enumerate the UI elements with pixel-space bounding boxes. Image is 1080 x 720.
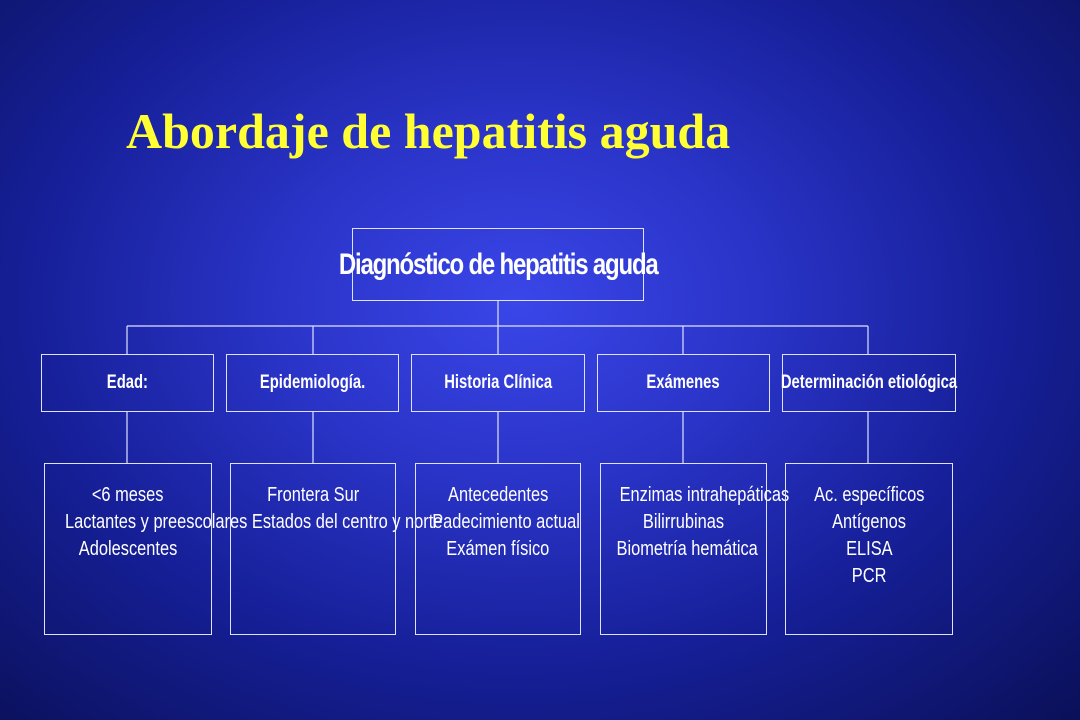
detail-item: Biometría hemática <box>616 538 758 560</box>
detail-box-examenes <box>600 463 790 635</box>
detail-item: PCR <box>851 565 887 587</box>
category-box-epidemiologia <box>226 354 399 412</box>
detail-item: Antecedentes <box>447 484 549 506</box>
detail-item: <6 meses <box>92 484 164 506</box>
detail-item: Enzimas intrahepáticas <box>619 484 790 506</box>
category-box-determinacion-etiologica <box>782 354 956 412</box>
detail-item: Bilirrubinas <box>642 511 725 533</box>
category-box-edad <box>41 354 214 412</box>
slide-title: Abordaje de hepatitis aguda <box>126 103 731 159</box>
detail-box-historia-clinica <box>415 463 581 635</box>
detail-box-epidemiologia <box>230 463 443 635</box>
detail-item: Exámen físico <box>446 538 550 560</box>
category-label: Edad: <box>106 372 149 393</box>
detail-item: Frontera Sur <box>266 484 360 506</box>
detail-box-edad <box>44 463 248 635</box>
detail-item: Adolescentes <box>78 538 178 560</box>
category-label: Epidemiología. <box>259 372 366 393</box>
root-box <box>338 228 658 301</box>
detail-item: Ac. específicos <box>813 484 925 506</box>
detail-item: Lactantes y preescolares <box>65 511 248 533</box>
root-label: Diagnóstico de hepatitis aguda <box>338 247 658 281</box>
detail-item: Padecimiento actual <box>432 511 580 533</box>
detail-box-determinacion-etiologica <box>785 463 953 635</box>
category-box-examenes <box>597 354 770 412</box>
category-box-historia-clinica <box>411 354 585 412</box>
category-label: Historia Clínica <box>444 372 552 393</box>
detail-item: ELISA <box>845 538 893 560</box>
detail-item: Estados del centro y norte <box>251 511 443 533</box>
category-label: Exámenes <box>646 372 721 393</box>
detail-item: Antígenos <box>832 511 906 533</box>
category-label: Determinación etiológica <box>780 372 958 393</box>
